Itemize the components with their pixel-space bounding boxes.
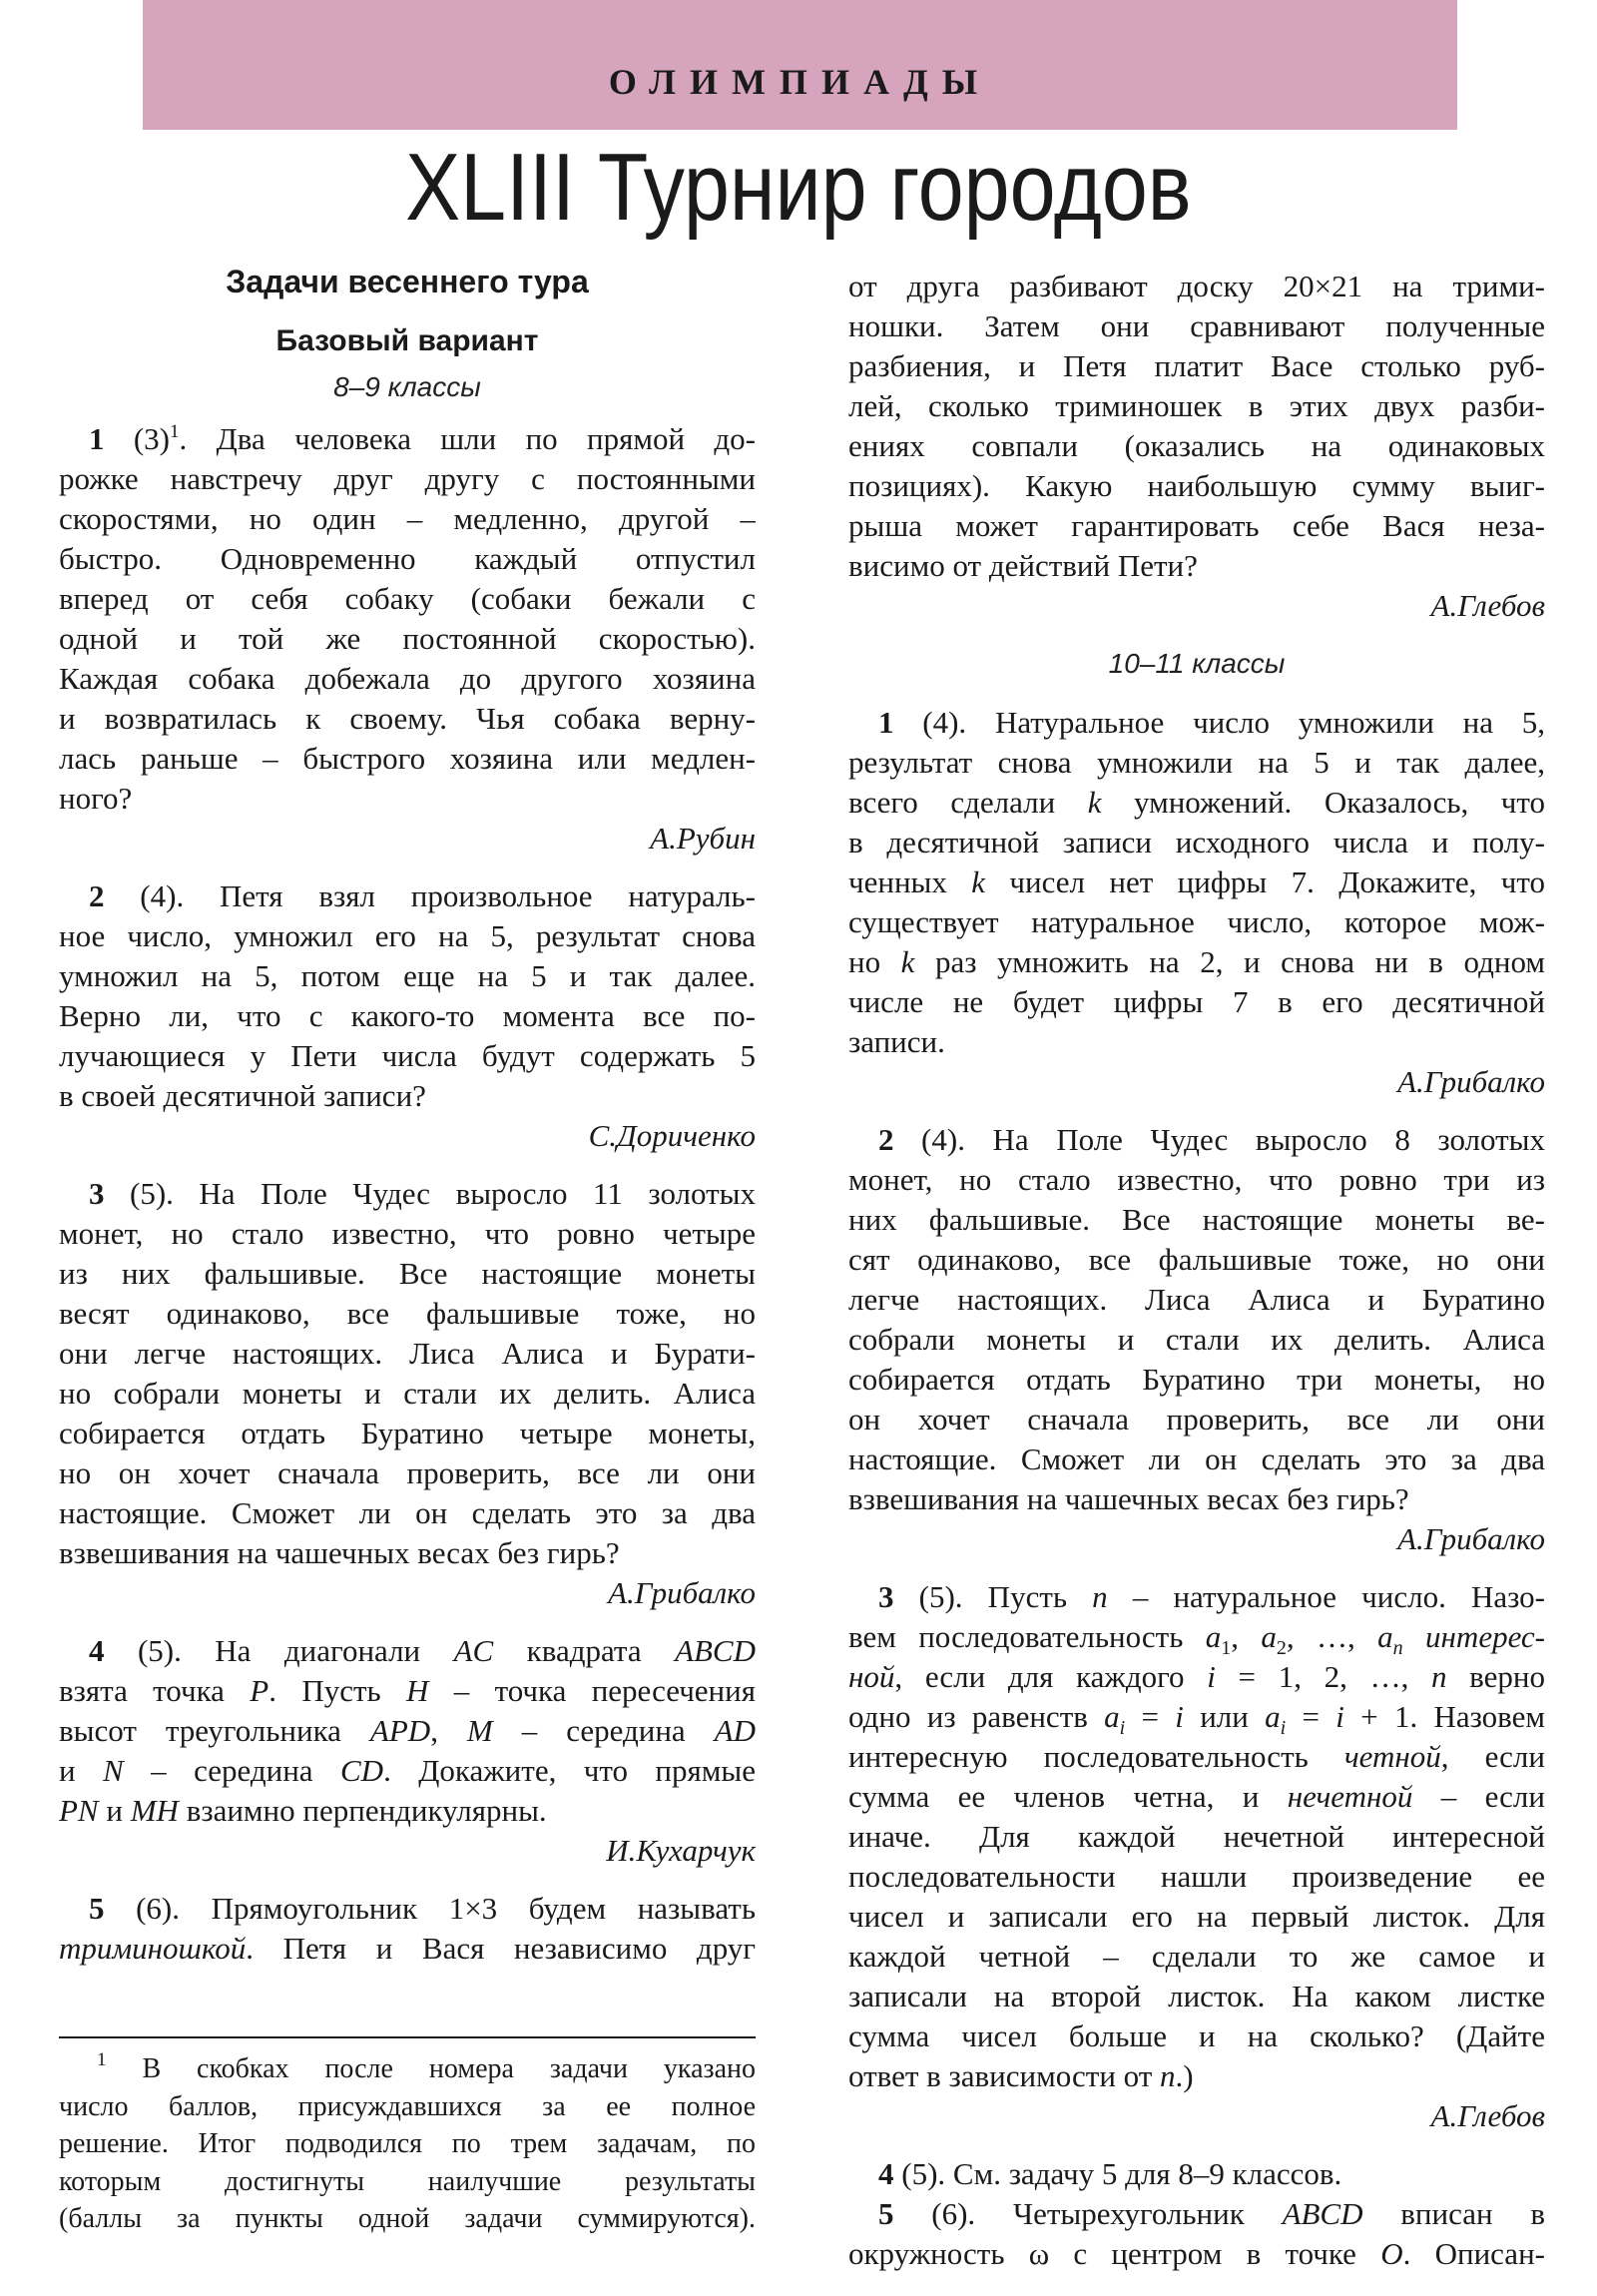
text-line <box>848 1817 1545 1857</box>
problem <box>848 1120 1545 1559</box>
text-line <box>848 1777 1545 1817</box>
text-run: всего сделали <box>848 785 1088 820</box>
text-run: в десятичной записи исходного числа и полу- <box>848 825 1545 860</box>
problem-number: 3 <box>878 1579 894 1614</box>
text-run: взаимно перпендикулярны. <box>178 1793 547 1828</box>
problem <box>848 267 1545 626</box>
text-line <box>848 1479 1545 1519</box>
text-run: быстро. Одновременно каждый отпустил <box>59 541 756 576</box>
text-run: рожке навстречу друг другу с постоянными <box>59 461 756 496</box>
text-line <box>59 1076 756 1116</box>
italic-run: H <box>406 1673 429 1708</box>
problem <box>59 1631 756 1871</box>
text-run: в своей десятичной записи? <box>59 1078 426 1113</box>
problem <box>848 2194 1545 2274</box>
text-run: число баллов, присуждавшихся за ее полное <box>59 2090 756 2122</box>
text-run: записали на второй листок. На каком листке <box>848 1979 1545 2013</box>
text-run: (6). Прямоугольник 1×3 будем называть <box>104 1891 756 1926</box>
italic-run: четной <box>1343 1739 1441 1774</box>
text-run: В скобках после номера задачи указано <box>106 2053 756 2084</box>
problem <box>59 876 756 1156</box>
text-line <box>848 466 1545 506</box>
problem-number: 5 <box>89 1891 105 1926</box>
text-run: них фальшивые. Все настоящие монеты ве- <box>848 1202 1545 1237</box>
italic-run: n <box>1431 1659 1447 1694</box>
variant-heading: Базовый вариант <box>275 324 539 357</box>
text-run: ношки. Затем они сравнивают полученные <box>848 308 1545 343</box>
text-run: ениях совпали (оказались на одинаковых <box>848 428 1545 463</box>
text-run: взята точка <box>59 1673 251 1708</box>
text-line <box>59 739 756 779</box>
text-line <box>59 1036 756 1076</box>
text-run: (4). Натуральное число умножили на 5, <box>893 705 1545 740</box>
text-run: монет, но стало известно, что ровно четыре <box>59 1216 756 1251</box>
problem-number: 3 <box>89 1176 105 1211</box>
problem <box>848 1577 1545 2136</box>
text-run: взвешивания на чашечных весах без гирь? <box>848 1481 1409 1516</box>
text-line <box>848 1897 1545 1937</box>
problem-author: С.Дориченко <box>588 1118 756 1153</box>
text-run: высот треугольника <box>59 1713 370 1748</box>
italic-run: n <box>1160 2058 1176 2093</box>
text-run: – если <box>1412 1779 1545 1814</box>
text-run: сумма чисел больше и на сколько? (Дайте <box>848 2018 1545 2053</box>
text-run: = <box>1286 1699 1336 1734</box>
text-run: записи. <box>848 1024 945 1059</box>
text-run: настоящие. Сможет ли он сделать это за два <box>848 1441 1545 1476</box>
text-run: весят одинаково, все фальшивые тоже, но <box>59 1296 756 1331</box>
text-line <box>59 699 756 739</box>
italic-run: k <box>971 864 986 899</box>
text-run: , …, <box>1286 1619 1378 1654</box>
text-line <box>848 386 1545 426</box>
text-run: иначе. Для каждой нечетной интересной <box>848 1819 1545 1854</box>
italic-run: P <box>250 1673 269 1708</box>
text-line <box>848 1439 1545 1479</box>
text-run: ответ в зависимости от <box>848 2058 1161 2093</box>
italic-run: O <box>1380 2236 1403 2271</box>
text-run: (5). На Поле Чудес выросло 11 золотых <box>104 1176 756 1211</box>
left-column <box>59 262 756 1969</box>
text-run: . Два человека шли по прямой до- <box>179 421 756 456</box>
text-line <box>848 1737 1545 1777</box>
text-run: он хочет сначала проверить, все ли они <box>848 1402 1545 1436</box>
text-line <box>848 2056 1545 2096</box>
text-run: + 1. Назовем <box>1343 1699 1545 1734</box>
problem-continuation <box>848 267 1545 626</box>
text-line <box>59 2125 756 2163</box>
problem <box>848 2154 1545 2194</box>
text-line <box>59 1254 756 1294</box>
text-line <box>59 2163 756 2201</box>
italic-run: CD <box>340 1753 384 1788</box>
text-line <box>848 306 1545 346</box>
problem-number: 1 <box>878 705 894 740</box>
text-run: – середина <box>492 1713 715 1748</box>
text-run: собирается отдать Буратино три монеты, но <box>848 1362 1545 1397</box>
problem-author: А.Грибалко <box>1397 1521 1545 1556</box>
text-run: сумма ее членов четна, и <box>848 1779 1288 1814</box>
problem <box>59 1889 756 1969</box>
text-run: сят одинаково, все фальшивые тоже, но они <box>848 1242 1545 1277</box>
text-line <box>848 506 1545 546</box>
text-run: результат снова умножили на 5 и так далее, <box>848 745 1545 780</box>
problem <box>59 1174 756 1613</box>
text-line <box>59 1671 756 1711</box>
text-line <box>59 1929 756 1969</box>
article-title <box>0 128 1597 276</box>
text-run: (3) <box>104 421 170 456</box>
subscript: 2 <box>1276 1637 1287 1657</box>
problem-list <box>848 703 1545 2274</box>
italic-run: a <box>1377 1619 1393 1654</box>
problem-number: 2 <box>89 878 105 913</box>
subscript: 1 <box>1221 1637 1232 1657</box>
text-line <box>848 1022 1545 1062</box>
footnote <box>59 2036 756 2238</box>
text-line <box>848 1577 1545 1617</box>
text-line <box>59 916 756 956</box>
text-line <box>848 2154 1545 2194</box>
text-run: собрали монеты и стали их делить. Алиса <box>848 1322 1545 1357</box>
problem <box>59 419 756 859</box>
text-line <box>848 1200 1545 1240</box>
text-line <box>59 499 756 539</box>
text-line <box>848 267 1545 306</box>
text-line <box>848 982 1545 1022</box>
text-line <box>848 1617 1545 1657</box>
text-line <box>848 1160 1545 1200</box>
section-banner <box>143 0 1457 130</box>
text-run: . Описан- <box>1402 2236 1545 2271</box>
text-run: чисел и записали его на первый листок. Для <box>848 1899 1545 1934</box>
italic-run: k <box>1087 785 1102 820</box>
text-run: умножил на 5, потом еще на 5 и так далее. <box>59 958 756 993</box>
text-run: они легче настоящих. Лиса Алиса и Бурати- <box>59 1336 756 1371</box>
text-run: позициях). Какую наибольшую сумму выиг- <box>848 468 1545 503</box>
text-line <box>848 346 1545 386</box>
text-line <box>59 1294 756 1334</box>
text-run: но <box>848 944 901 979</box>
text-run: лучающиеся у Пети числа будут содержать 5 <box>59 1038 756 1073</box>
text-line <box>59 1889 756 1929</box>
text-run: (баллы за пункты одной задачи суммируются). <box>59 2203 756 2234</box>
text-run: вем последовательность <box>848 1619 1206 1654</box>
italic-run: нечетной <box>1287 1779 1413 1814</box>
italic-run: i <box>1207 1659 1216 1694</box>
text-line <box>59 2200 756 2238</box>
italic-run: a <box>1205 1619 1222 1654</box>
problem-author: А.Рубин <box>650 821 756 856</box>
italic-run: a <box>1104 1699 1120 1734</box>
problem-author: А.Глебов <box>1430 588 1545 623</box>
text-line <box>59 539 756 579</box>
text-run: (4). Петя взял произвольное натураль- <box>104 878 756 913</box>
text-run: , если для каждого <box>894 1659 1208 1694</box>
text-run: от друга разбивают доску 20×21 на трими- <box>848 269 1545 303</box>
italic-run: a <box>1265 1699 1281 1734</box>
text-line <box>59 579 756 619</box>
problem-number: 4 <box>878 2156 894 2191</box>
text-run <box>1403 1619 1425 1654</box>
text-run: = <box>1125 1699 1176 1734</box>
problem-number: 1 <box>89 421 105 456</box>
grade-heading: 10–11 классы <box>1108 648 1286 679</box>
text-run: Каждая собака добежала до другого хозяина <box>59 661 756 696</box>
text-line <box>848 862 1545 902</box>
text-line <box>59 619 756 659</box>
text-run: рыша может гарантировать себе Вася неза- <box>848 508 1545 543</box>
text-run: умножений. Оказалось, что <box>1101 785 1545 820</box>
article-title-text: XLIII Турнир городов <box>405 134 1192 241</box>
text-run: , <box>430 1713 467 1748</box>
text-run: (5). На диагонали <box>104 1633 454 1668</box>
text-line <box>59 1493 756 1533</box>
text-line <box>848 1657 1545 1697</box>
italic-run: триминошкой <box>59 1931 247 1966</box>
italic-run: i <box>1335 1699 1344 1734</box>
text-line <box>848 1120 1545 1160</box>
text-run: лась раньше – быстрого хозяина или медлен- <box>59 741 756 776</box>
subscript: i <box>1119 1717 1126 1737</box>
text-line <box>848 2016 1545 2056</box>
problem-author: А.Грибалко <box>1397 1064 1545 1099</box>
italic-run: ABCD <box>675 1633 756 1668</box>
text-line <box>59 1334 756 1374</box>
text-run: числе не будет цифры 7 в его десятичной <box>848 984 1545 1019</box>
text-run: и <box>98 1793 131 1828</box>
italic-run: i <box>1175 1699 1184 1734</box>
text-line <box>848 1240 1545 1280</box>
italic-run: ABCD <box>1282 2196 1363 2231</box>
text-run: раз умножить на 2, и снова ни в одном <box>914 944 1545 979</box>
problem-number: 4 <box>89 1633 105 1668</box>
problem-author: А.Глебов <box>1430 2098 1545 2133</box>
italic-run: n <box>1092 1579 1108 1614</box>
text-run: вперед от себя собаку (собаки бежали с <box>59 581 756 616</box>
text-run: монет, но стало известно, что ровно три из <box>848 1162 1545 1197</box>
text-run: (5). См. задачу 5 для 8–9 классов. <box>893 2156 1342 2191</box>
text-line <box>848 1857 1545 1897</box>
text-run: из них фальшивые. Все настоящие монеты <box>59 1256 756 1291</box>
subscript: i <box>1280 1717 1287 1737</box>
section-heading: Задачи весеннего тура <box>226 264 589 299</box>
text-run: легче настоящих. Лиса Алиса и Буратино <box>848 1282 1545 1317</box>
text-run: . Петя и Вася независимо друг <box>246 1931 756 1966</box>
text-run: существует натуральное число, которое мож- <box>848 904 1545 939</box>
text-run: . Пусть <box>268 1673 406 1708</box>
text-line <box>848 1697 1545 1737</box>
text-line <box>848 942 1545 982</box>
problem-list <box>59 419 756 1969</box>
text-run: но он хочет сначала проверить, все ли они <box>59 1455 756 1490</box>
text-run: квадрата <box>493 1633 676 1668</box>
text-run: Верно ли, что с какого-то момента все по- <box>59 998 756 1033</box>
text-run: которым достигнуты наилучшие результаты <box>59 2165 756 2197</box>
problem-author: А.Грибалко <box>608 1575 756 1610</box>
italic-run: a <box>1261 1619 1277 1654</box>
italic-run: интерес- <box>1425 1619 1545 1654</box>
text-run: ченных <box>848 864 972 899</box>
text-line <box>59 1751 756 1791</box>
text-run: висимо от действий Пети? <box>848 548 1198 583</box>
text-line <box>59 1214 756 1254</box>
text-run: взвешивания на чашечных весах без гирь? <box>59 1535 620 1570</box>
text-run: – натуральное число. Назо- <box>1107 1579 1545 1614</box>
right-column <box>848 267 1545 2274</box>
text-line <box>848 546 1545 586</box>
text-line <box>59 1533 756 1573</box>
text-line <box>59 956 756 996</box>
text-line <box>848 426 1545 466</box>
problem <box>848 703 1545 1102</box>
text-line <box>848 1977 1545 2016</box>
text-line <box>848 2234 1545 2274</box>
text-line <box>848 1400 1545 1439</box>
text-run: настоящие. Сможет ли он сделать это за два <box>59 1495 756 1530</box>
text-line <box>848 703 1545 743</box>
text-line <box>848 902 1545 942</box>
italic-run: M <box>466 1713 493 1748</box>
text-line <box>59 1791 756 1831</box>
text-line <box>848 1360 1545 1400</box>
text-run: (6). Четырехугольник <box>893 2196 1283 2231</box>
subscript: n <box>1392 1637 1403 1657</box>
italic-run: k <box>900 944 915 979</box>
text-run: , если <box>1440 1739 1545 1774</box>
text-line <box>848 1937 1545 1977</box>
text-line <box>59 419 756 459</box>
text-run: верно <box>1446 1659 1545 1694</box>
text-line <box>59 996 756 1036</box>
text-run: и возвратилась к своему. Чья собака верну- <box>59 701 756 736</box>
text-run: = 1, 2, …, <box>1215 1659 1431 1694</box>
italic-run: MH <box>130 1793 179 1828</box>
text-line <box>59 1453 756 1493</box>
text-run: и <box>59 1753 104 1788</box>
text-run: каждой четной – сделали то же самое и <box>848 1939 1545 1974</box>
text-line <box>848 783 1545 823</box>
text-run: вписан в <box>1362 2196 1545 2231</box>
text-run: – середина <box>123 1753 340 1788</box>
text-run: одной и той же постоянной скоростью). <box>59 621 756 656</box>
text-run: – точка пересечения <box>428 1673 756 1708</box>
text-line <box>59 1414 756 1453</box>
text-run: (5). Пусть <box>893 1579 1093 1614</box>
text-line <box>59 2088 756 2126</box>
text-line <box>59 876 756 916</box>
text-line <box>848 2194 1545 2234</box>
text-line <box>848 823 1545 862</box>
footnote-mark: 1 <box>170 421 180 442</box>
text-run: чисел нет цифры 7. Докажите, что <box>985 864 1545 899</box>
text-line <box>59 1374 756 1414</box>
text-run: . Докажите, что прямые <box>383 1753 756 1788</box>
text-line <box>848 1280 1545 1320</box>
text-run: окружность ω с центром в точке <box>848 2236 1381 2271</box>
text-run: интересную последовательность <box>848 1739 1344 1774</box>
text-line <box>59 1711 756 1751</box>
problem-number: 5 <box>878 2196 894 2231</box>
footnote-mark: 1 <box>97 2050 107 2070</box>
text-run: ное число, умножил его на 5, результат снова <box>59 918 756 953</box>
footnote-divider <box>59 2036 756 2038</box>
italic-run: ной <box>848 1659 895 1694</box>
text-run: последовательности нашли произведение ее <box>848 1859 1545 1894</box>
text-run: лей, сколько триминошек в этих двух разби- <box>848 388 1545 423</box>
grade-heading: 8–9 классы <box>333 371 481 402</box>
text-line <box>59 459 756 499</box>
text-run: скоростями, но один – медленно, другой – <box>59 501 756 536</box>
text-line <box>59 2050 756 2088</box>
italic-run: APD <box>369 1713 431 1748</box>
text-line <box>59 779 756 819</box>
text-run: ного? <box>59 781 133 816</box>
text-run: .) <box>1175 2058 1194 2093</box>
problem-author: И.Кухарчук <box>606 1833 756 1868</box>
italic-run: AC <box>453 1633 494 1668</box>
text-line <box>848 1320 1545 1360</box>
text-run: разбиения, и Петя платит Васе столько руб- <box>848 348 1545 383</box>
text-run: (4). На Поле Чудес выросло 8 золотых <box>893 1122 1545 1157</box>
text-run: решение. Итог подводился по трем задачам, по <box>59 2128 756 2159</box>
italic-run: PN <box>59 1793 99 1828</box>
problem-number: 2 <box>878 1122 894 1157</box>
text-line <box>59 1174 756 1214</box>
italic-run: N <box>103 1753 124 1788</box>
text-line <box>59 1631 756 1671</box>
text-line <box>848 743 1545 783</box>
section-rubric: ОЛИМПИАДЫ <box>608 62 992 102</box>
text-run: , <box>1231 1619 1262 1654</box>
text-line <box>59 659 756 699</box>
text-run: но собрали монеты и стали их делить. Алиса <box>59 1376 756 1411</box>
text-run: собирается отдать Буратино четыре монеты, <box>59 1416 756 1450</box>
text-run: или <box>1183 1699 1266 1734</box>
text-run: одно из равенств <box>848 1699 1105 1734</box>
italic-run: AD <box>714 1713 756 1748</box>
